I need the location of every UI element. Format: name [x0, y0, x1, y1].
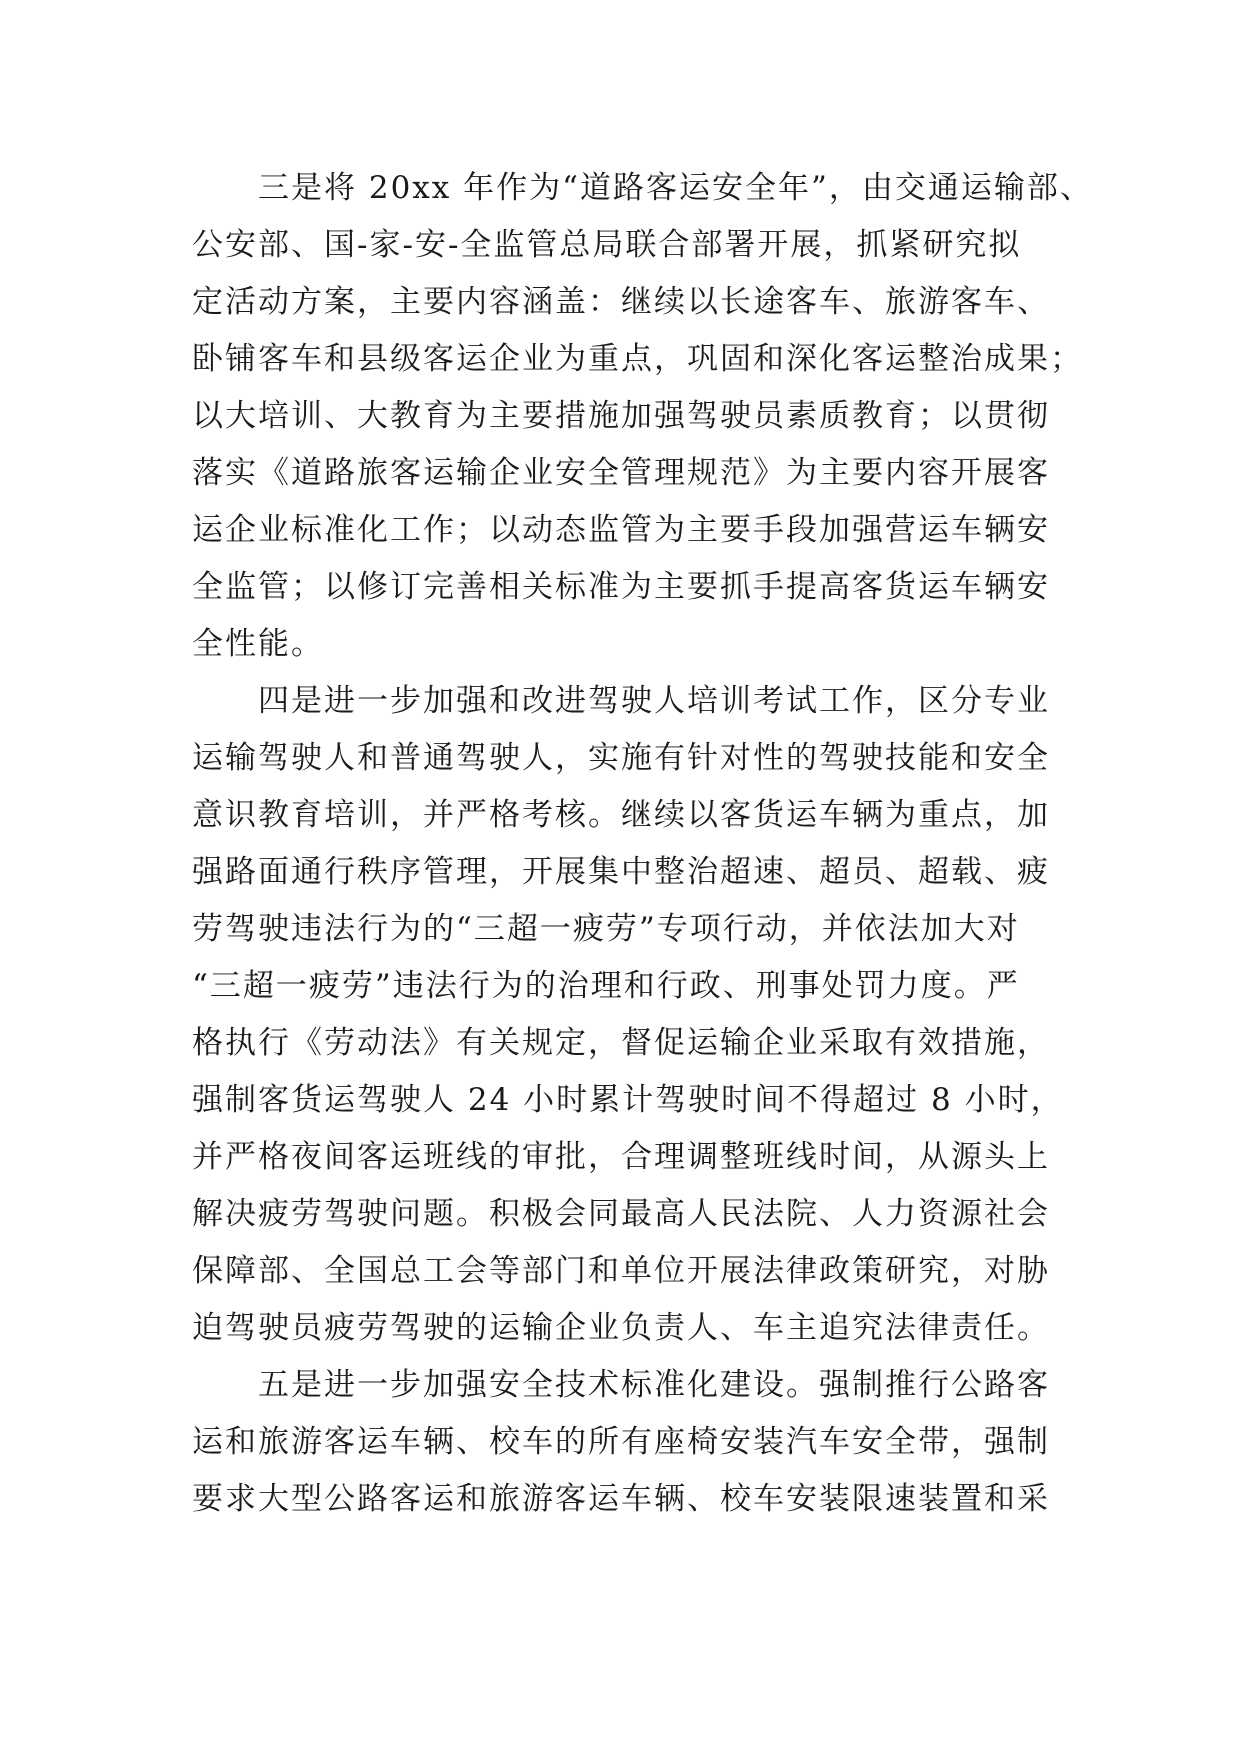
text-line: 保障部、全国总工会等部门和单位开展法律政策研究，对胁 [192, 1253, 1050, 1289]
text-line: 四是进一步加强和改进驾驶人培训考试工作，区分专业 [258, 683, 1050, 719]
text-line: 全性能。 [192, 626, 324, 662]
text-line: 运和旅游客运车辆、校车的所有座椅安装汽车安全带，强制 [192, 1424, 1050, 1460]
text-line: 运输驾驶人和普通驾驶人，实施有针对性的驾驶技能和安全 [192, 740, 1050, 776]
text-line: 运企业标准化工作；以动态监管为主要手段加强营运车辆安 [192, 512, 1050, 548]
text-line: 意识教育培训，并严格考核。继续以客货运车辆为重点，加 [192, 797, 1050, 833]
text-line: 要求大型公路客运和旅游客运车辆、校车安装限速装置和采 [192, 1481, 1050, 1517]
text-line: 三是将 20xx 年作为“道路客运安全年”，由交通运输部、 [258, 170, 1093, 206]
text-line: 劳驾驶违法行为的“三超一疲劳”专项行动，并依法加大对 [192, 911, 1020, 947]
text-line: 格执行《劳动法》有关规定，督促运输企业采取有效措施， [192, 1025, 1050, 1061]
text-line: 五是进一步加强安全技术标准化建设。强制推行公路客 [258, 1367, 1050, 1403]
text-line: 全监管；以修订完善相关标准为主要抓手提高客货运车辆安 [192, 569, 1050, 605]
text-line: “三超一疲劳”违法行为的治理和行政、刑事处罚力度。严 [192, 968, 1020, 1004]
paragraph-five [192, 1357, 1052, 1528]
text-line: 强制客货运驾驶人 24 小时累计驾驶时间不得超过 8 小时， [192, 1082, 1064, 1118]
text-line: 强路面通行秩序管理，开展集中整治超速、超员、超载、疲 [192, 854, 1050, 890]
text-line: 以大培训、大教育为主要措施加强驾驶员素质教育；以贯彻 [192, 398, 1050, 434]
text-line: 并严格夜间客运班线的审批，合理调整班线时间，从源头上 [192, 1139, 1050, 1175]
document-body [192, 160, 1093, 1528]
text-line: 解决疲劳驾驶问题。积极会同最高人民法院、人力资源社会 [192, 1196, 1050, 1232]
text-line: 公安部、国-家-安-全监管总局联合部署开展，抓紧研究拟 [192, 227, 1022, 263]
paragraph-three [192, 160, 1093, 673]
text-line: 卧铺客车和县级客运企业为重点，巩固和深化客运整治成果； [192, 341, 1083, 377]
text-line: 落实《道路旅客运输企业安全管理规范》为主要内容开展客 [192, 455, 1050, 491]
text-line: 定活动方案，主要内容涵盖：继续以长途客车、旅游客车、 [192, 284, 1050, 320]
text-line: 迫驾驶员疲劳驾驶的运输企业负责人、车主追究法律责任。 [192, 1310, 1050, 1346]
paragraph-four [192, 673, 1064, 1357]
